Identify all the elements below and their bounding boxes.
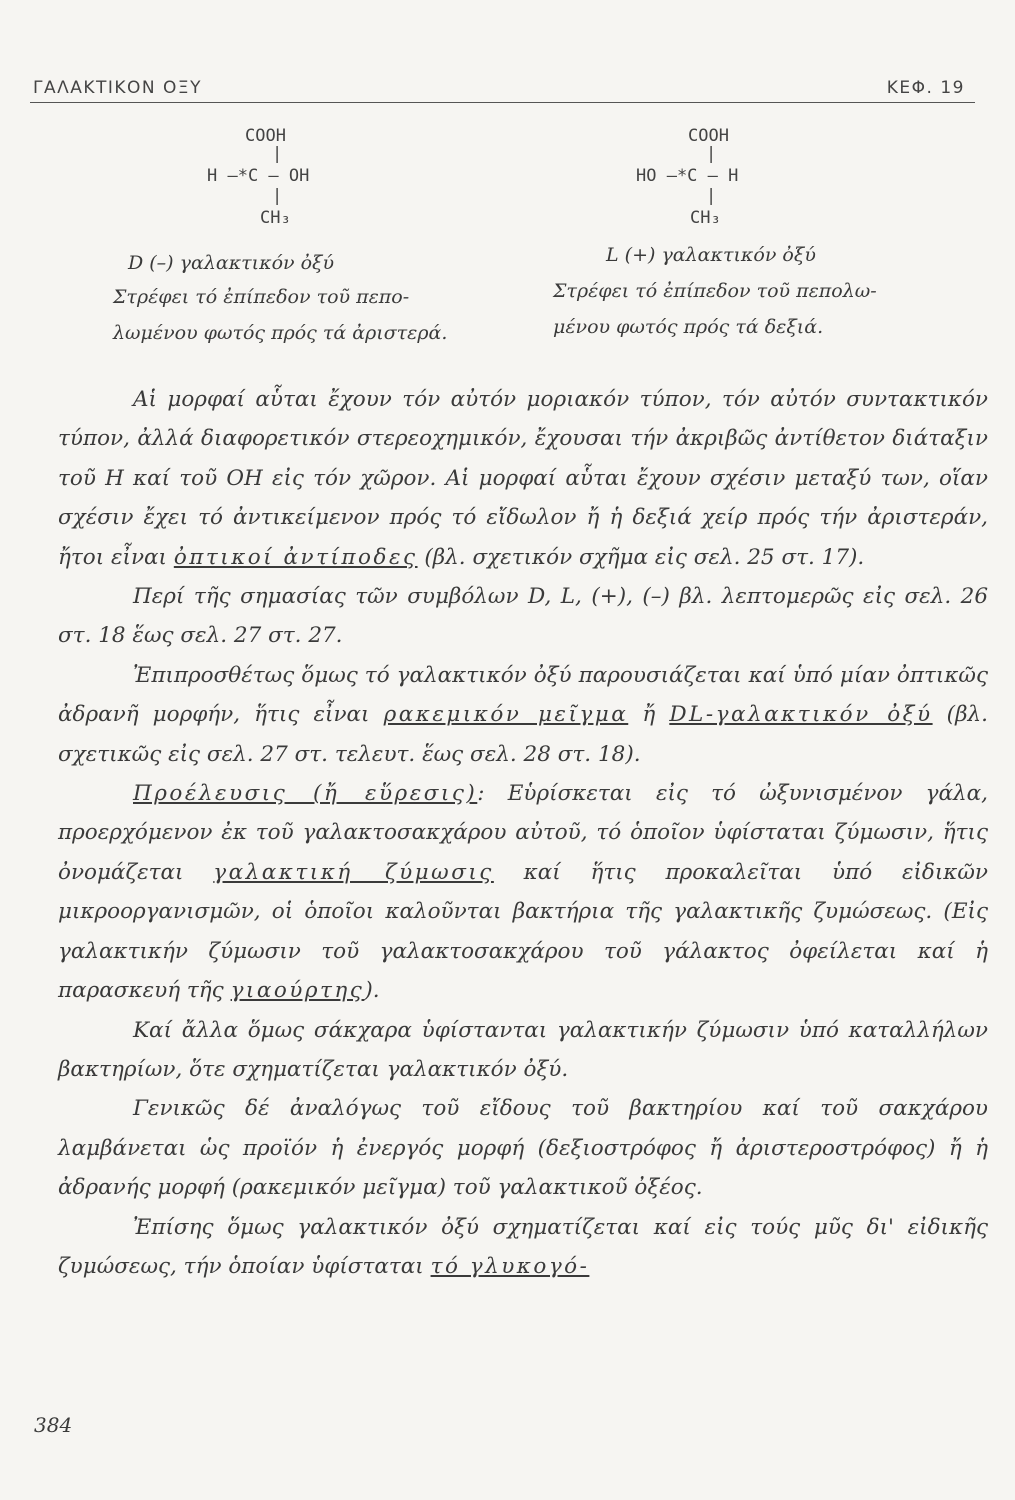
formula-description: Στρέφει τό ἐπίπεδον τοῦ πεπολω- bbox=[553, 280, 877, 302]
formula-top: COOH bbox=[245, 126, 286, 146]
paragraph: Καί ἄλλα ὅμως σάκχαρα ὑφίστανται γαλακτικήν ζύμωσιν ὑπό καταλλήλων βακτηρίων, ὅτε σχηματίζεται γαλακτικόν ὀξύ. bbox=[58, 1017, 988, 1082]
body-text bbox=[58, 380, 988, 1286]
underlined-term: ὀπτικοί ἀντίποδες bbox=[173, 544, 418, 570]
underlined-term: DL-γαλακτικόν ὀξύ bbox=[669, 702, 933, 728]
paragraph: Ἐπιπροσθέτως ὅμως τό γαλακτικόν ὀξύ παρουσιάζεται καί ὑπό μίαν ὀπτικῶς ἀδρανῆ μορφήν, ἥτις εἶναι ρακεμικόν μεῖγμα ἤ DL-γαλακτικόν ὀξύ (βλ. σχετικῶς εἰς σελ. 27 στ. τελευτ. ἕως σελ. 28 στ. 18). bbox=[58, 662, 988, 767]
formula-bottom: CH₃ bbox=[260, 208, 291, 228]
underlined-term: γαλακτική ζύμωσις bbox=[213, 859, 494, 885]
formula-description: λωμένου φωτός πρός τά ἀριστερά. bbox=[113, 322, 448, 344]
formula-description: Στρέφει τό ἐπίπεδον τοῦ πεπο- bbox=[113, 286, 410, 308]
formula-bond: | bbox=[272, 144, 283, 164]
paragraph: Γενικῶς δέ ἀναλόγως τοῦ εἴδους τοῦ βακτηρίου καί τοῦ σακχάρου λαμβάνεται ὡς προϊόν ἡ ἐνεργός μορφή (δεξιοστρόφος ἤ ἀριστεροστρόφος) ἤ ἡ ἀδρανής μορφή (ρακεμικόν μεῖγμα) τοῦ γαλακτικοῦ ὀξέος. bbox=[58, 1096, 988, 1201]
formula-middle: H –*C – OH bbox=[207, 166, 310, 186]
formula-description: μένου φωτός πρός τά δεξιά. bbox=[553, 316, 824, 338]
formula-top: COOH bbox=[688, 126, 729, 146]
underlined-term: γιαούρτης bbox=[230, 978, 365, 1004]
formula-l-lactic bbox=[636, 126, 868, 236]
formula-bond: | bbox=[706, 144, 717, 164]
underlined-term: ρακεμικόν μεῖγμα bbox=[383, 702, 629, 728]
formula-middle: HO –*C – H bbox=[636, 166, 739, 186]
section-heading: Προέλευσις (ἤ εὕρεσις) bbox=[133, 781, 478, 807]
paragraph: Προέλευσις (ἤ εὕρεσις): Εὑρίσκεται εἰς τό ὠξυνισμένον γάλα, προερχόμενον ἐκ τοῦ γαλακτοσακχάρου αὐτοῦ, τό ὁποῖον ὑφίσταται ζύμωσιν, ἥτις ὀνομάζεται γαλακτική ζύμωσις καί ἥτις προκαλεῖται ὑπό εἰδικῶν μικροοργανισμῶν, οἱ ὁποῖοι καλοῦνται βακτήρια τῆς γαλακτικῆς ζυμώσεως. (Εἰς γαλακτικήν ζύμωσιν τοῦ γαλακτοσακχάρου τοῦ γάλακτος ὀφείλεται καί ἡ παρασκευή τῆς γιαούρτης). bbox=[58, 781, 988, 1004]
formula-bond: | bbox=[706, 186, 717, 206]
header-rule bbox=[30, 102, 975, 103]
running-title: ΓΑΛΑΚΤΙΚΟΝ ΟΞΥ bbox=[33, 78, 203, 98]
paragraph: Περί τῆς σημασίας τῶν συμβόλων D, L, (+), (–) βλ. λεπτομερῶς εἰς σελ. 26 στ. 18 ἕως σελ. 27 στ. 27. bbox=[58, 584, 988, 649]
page-number: 384 bbox=[34, 1413, 73, 1437]
formula-d-lactic bbox=[195, 126, 395, 236]
paragraph: Αἱ μορφαί αὗται ἔχουν τόν αὐτόν μοριακόν τύπον, τόν αὐτόν συντακτικόν τύπον, ἀλλά διαφορετικόν στερεοχημικόν, ἔχουσαι τήν ἀκριβῶς ἀντίθετον διάταξιν τοῦ Η καί τοῦ ΟΗ εἰς τόν χῶρον. Αἱ μορφαί αὗται ἔχουν σχέσιν μεταξύ των, οἵαν σχέσιν ἔχει τό ἀντικείμενον πρός τό εἴδωλον ἤ ἡ δεξιά χείρ πρός τήν ἀριστεράν, ἤτοι εἶναι ὀπτικοί ἀντίποδες (βλ. σχετικόν σχῆμα εἰς σελ. 25 στ. 17). bbox=[58, 387, 988, 570]
formula-name: D (–) γαλακτικόν ὀξύ bbox=[128, 252, 335, 274]
paragraph: Ἐπίσης ὅμως γαλακτικόν ὀξύ σχηματίζεται καί εἰς τούς μῦς δι' εἰδικῆς ζυμώσεως, τήν ὁποίαν ὑφίσταται τό γλυκογό- bbox=[58, 1214, 988, 1279]
underlined-term: τό γλυκογό- bbox=[430, 1253, 590, 1279]
formula-bond: | bbox=[272, 186, 283, 206]
formula-name: L (+) γαλακτικόν ὀξύ bbox=[606, 244, 816, 266]
chapter-label: ΚΕΦ. 19 bbox=[886, 78, 965, 98]
formula-bottom: CH₃ bbox=[690, 208, 721, 228]
